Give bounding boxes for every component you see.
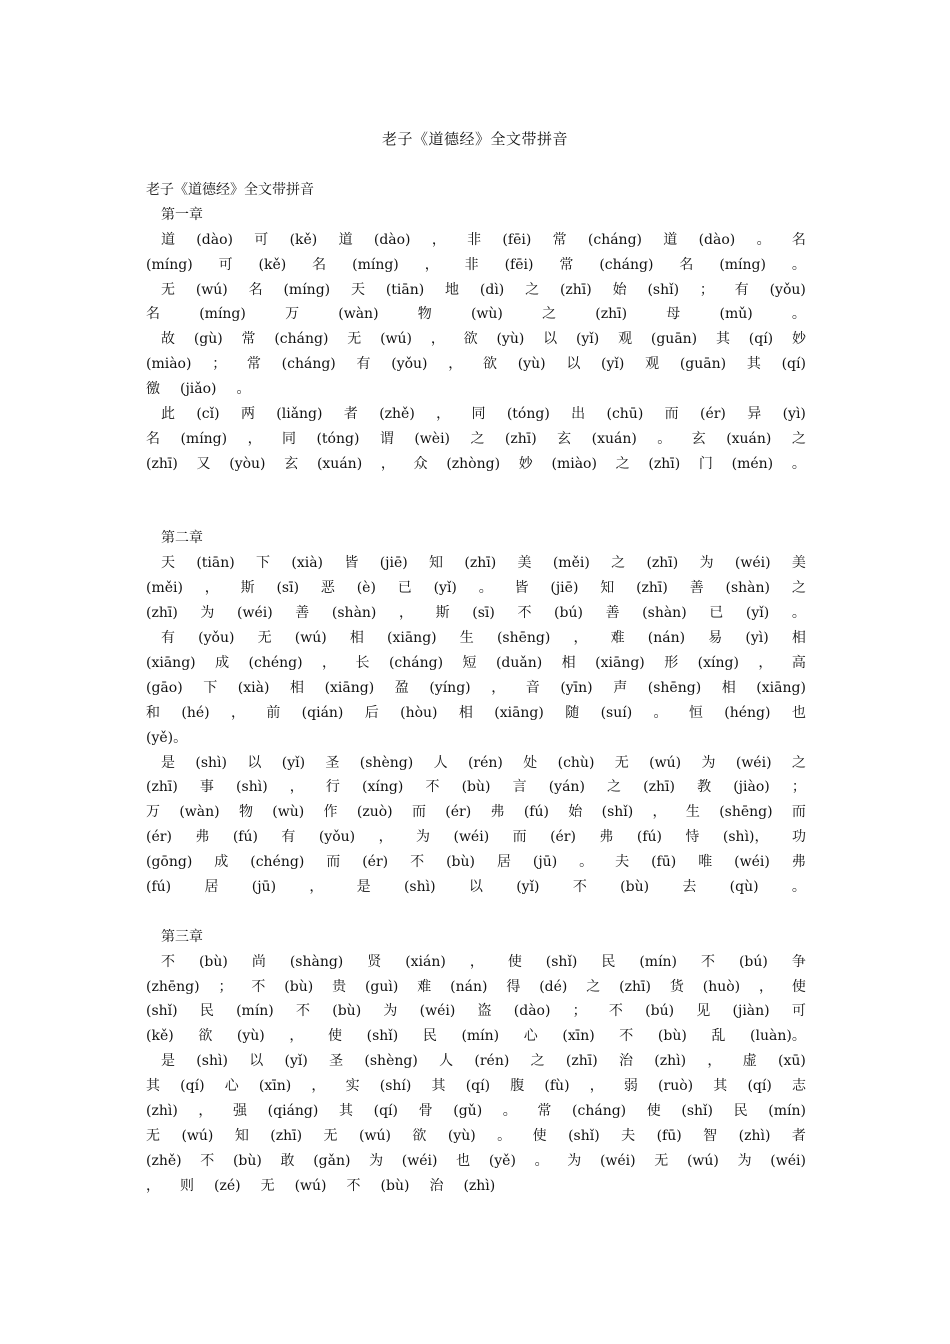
text-line: 是 (shì) 以 (yǐ) 圣 (shèng) 人 (rén) 之 (zhī) 治 (zhì) ， 虚 (xū) [161,1053,806,1070]
spacer [146,900,806,925]
document-body [146,178,806,1199]
text-line: (xiāng) 成 (chéng) ， 长 (cháng) 短 (duǎn) 相 (xiāng) 形 (xíng) ， 高 [146,654,806,671]
text-line: (kě) 欲 (yù) ， 使 (shǐ) 民 (mín) 心 (xīn) 不 (bù) 乱 (luàn)。 [146,1028,806,1045]
text-line: (zhì) ， 强 (qiáng) 其 (qí) 骨 (gǔ) 。 常 (cháng) 使 (shǐ) 民 (mín) [146,1102,806,1119]
text-line: 不 (bù) 尚 (shàng) 贤 (xián) ， 使 (shǐ) 民 (mín) 不 (bú) 争 [161,953,806,970]
text-line: 无 (wú) 知 (zhī) 无 (wú) 欲 (yù) 。 使 (shǐ) 夫 (fū) 智 (zhì) 者 [146,1127,806,1144]
chapter-1-body [146,228,806,477]
text-line: 无 (wú) 名 (míng) 天 (tiān) 地 (dì) 之 (zhī) 始 (shǐ) ； 有 (yǒu) [161,281,806,298]
text-line: (měi) ， 斯 (sī) 恶 (è) 已 (yǐ) 。 皆 (jiē) 知 (zhī) 善 (shàn) 之 [146,580,806,597]
chapter-heading: 第三章 [161,928,203,945]
text-line: (miào) ； 常 (cháng) 有 (yǒu) ， 欲 (yù) 以 (yǐ) 观 (guān) 其 (qí) [146,356,806,373]
text-line: (zhī) 为 (wéi) 善 (shàn) ， 斯 (sī) 不 (bú) 善 (shàn) 已 (yǐ) 。 [146,605,806,622]
text-line: (zhě) 不 (bù) 敢 (gǎn) 为 (wéi) 也 (yě) 。 为 (wéi) 无 (wú) 为 (wéi) [146,1152,806,1169]
chapter-3-body [146,950,806,1199]
text-line: 名 (míng) ， 同 (tóng) 谓 (wèi) 之 (zhī) 玄 (xuán) 。 玄 (xuán) 之 [146,430,806,447]
text-line: 故 (gù) 常 (cháng) 无 (wú) ， 欲 (yù) 以 (yǐ) 观 (guān) 其 (qí) 妙 [161,331,806,348]
text-line: (zhī) 事 (shì) ， 行 (xíng) 不 (bù) 言 (yán) 之 (zhī) 教 (jiào) ； [146,779,806,796]
text-line: (gāo) 下 (xià) 相 (xiāng) 盈 (yíng) ， 音 (yīn) 声 (shēng) 相 (xiāng) [146,679,806,696]
chapter-heading: 第一章 [161,206,203,223]
text-line: (yě)。 [146,729,188,746]
text-line: (zhī) 又 (yòu) 玄 (xuán) ， 众 (zhòng) 妙 (miào) 之 (zhī) 门 (mén) 。 [146,455,806,472]
text-line: 万 (wàn) 物 (wù) 作 (zuò) 而 (ér) 弗 (fú) 始 (shǐ) ， 生 (shēng) 而 [146,804,806,821]
text-line: 和 (hé) ， 前 (qián) 后 (hòu) 相 (xiāng) 随 (suí) 。 恒 (héng) 也 [146,704,806,721]
text-line: (míng) 可 (kě) 名 (míng) ， 非 (fēi) 常 (cháng) 名 (míng) 。 [146,256,806,273]
text-line: 道 (dào) 可 (kě) 道 (dào) ， 非 (fēi) 常 (cháng) 道 (dào) 。 名 [161,231,806,248]
text-line: 其 (qí) 心 (xīn) ， 实 (shí) 其 (qí) 腹 (fù) ， 弱 (ruò) 其 (qí) 志 [146,1078,806,1095]
text-line: (zhēng) ； 不 (bù) 贵 (guì) 难 (nán) 得 (dé) 之 (zhī) 货 (huò) ， 使 [146,978,806,995]
chapter-heading: 第二章 [161,530,203,547]
text-line: 有 (yǒu) 无 (wú) 相 (xiāng) 生 (shēng) ， 难 (nán) 易 (yì) 相 [161,630,806,647]
text-line: 天 (tiān) 下 (xià) 皆 (jiē) 知 (zhī) 美 (měi) 之 (zhī) 为 (wéi) 美 [161,555,806,572]
chapter-2-body [146,551,806,899]
text-line: (fú) 居 (jū) ， 是 (shì) 以 (yǐ) 不 (bù) 去 (qù) 。 [146,878,806,895]
text-line: (gōng) 成 (chéng) 而 (ér) 不 (bù) 居 (jū) 。 夫 (fū) 唯 (wéi) 弗 [146,854,806,871]
text-line: 此 (cǐ) 两 (liǎng) 者 (zhě) ， 同 (tóng) 出 (chū) 而 (ér) 异 (yì) [161,406,806,423]
document-title: 老子《道德经》全文带拼音 [381,130,568,148]
text-line: (ér) 弗 (fú) 有 (yǒu) ， 为 (wéi) 而 (ér) 弗 (fú) 恃 (shì)， 功 [146,829,806,846]
spacer [146,477,806,527]
text-line: ， 则 (zé) 无 (wú) 不 (bù) 治 (zhì) [146,1177,496,1194]
text-line: 名 (míng) 万 (wàn) 物 (wù) 之 (zhī) 母 (mǔ) 。 [146,306,806,323]
text-line: (shǐ) 民 (mín) 不 (bù) 为 (wéi) 盗 (dào) ； 不 (bú) 见 (jiàn) 可 [146,1003,806,1020]
text-line: 徼 (jiǎo) 。 [146,381,251,398]
text-line: 是 (shì) 以 (yǐ) 圣 (shèng) 人 (rén) 处 (chù) 无 (wú) 为 (wéi) 之 [161,754,806,771]
document-subtitle: 老子《道德经》全文带拼音 [146,182,314,198]
